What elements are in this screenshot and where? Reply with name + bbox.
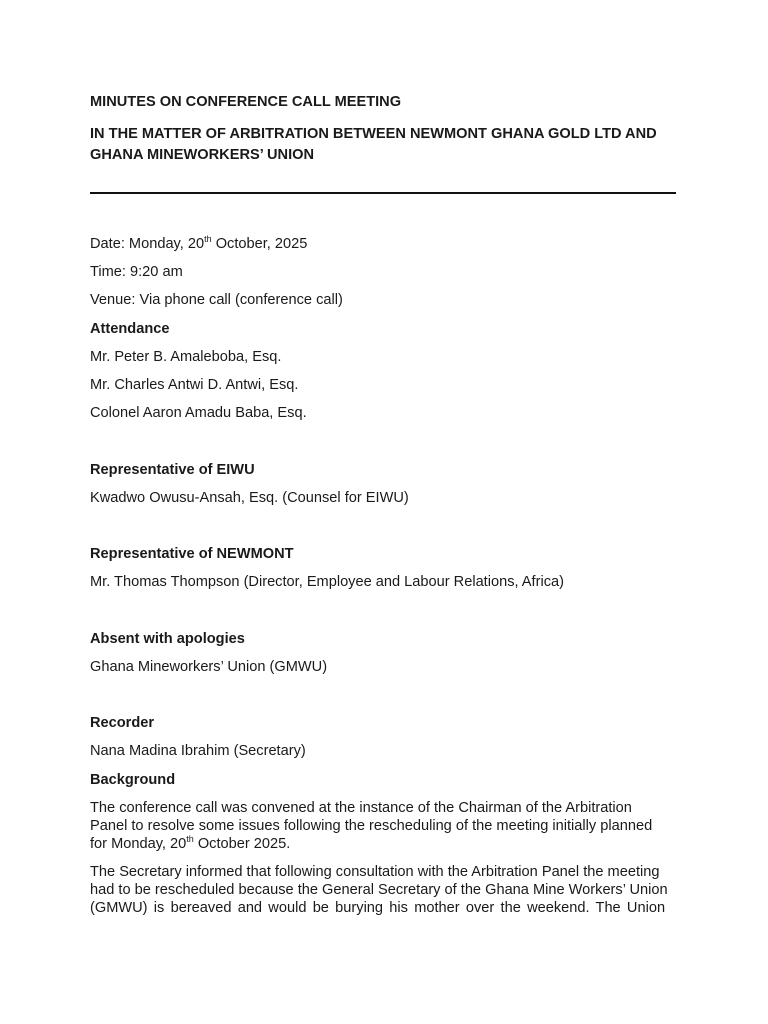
background-para-2-line-3: (GMWU) is bereaved and would be burying his mother over the weekend. The Union [90,900,666,916]
meeting-time: Time: 9:20 am [90,264,183,280]
recorder-name: Nana Madina Ibrahim (Secretary) [90,743,306,759]
document-subtitle-line-1: IN THE MATTER OF ARBITRATION BETWEEN NEWMONT GHANA GOLD LTD AND [90,126,657,142]
newmont-heading: Representative of NEWMONT [90,546,294,562]
background-para-1-line-1: The conference call was convened at the instance of the Chairman of the Arbitration [90,800,632,816]
eiwu-representative: Kwadwo Owusu-Ansah, Esq. (Counsel for EIWU) [90,490,409,506]
title-divider [90,192,676,194]
attendee: Colonel Aaron Amadu Baba, Esq. [90,405,307,421]
meeting-date-prefix: Date: Monday, 20 [90,236,205,252]
background-para-1-line-3-sup: th [186,834,194,845]
attendance-heading: Attendance [90,321,170,337]
background-para-1-line-3 [90,835,290,853]
eiwu-heading: Representative of EIWU [90,462,255,478]
document-title: MINUTES ON CONFERENCE CALL MEETING [90,94,402,110]
meeting-venue: Venue: Via phone call (conference call) [90,292,343,308]
background-para-2-line-2: had to be rescheduled because the General Secretary of the Ghana Mine Workers’ Union [90,882,668,898]
absent-party: Ghana Mineworkers’ Union (GMWU) [90,659,328,675]
meeting-date [90,235,307,253]
absent-heading: Absent with apologies [90,631,245,647]
attendee: Mr. Peter B. Amaleboba, Esq. [90,349,282,365]
recorder-heading: Recorder [90,715,155,731]
meeting-date-sup: th [204,234,212,245]
attendee: Mr. Charles Antwi D. Antwi, Esq. [90,377,299,393]
background-para-1-line-3-suffix: October 2025. [193,836,291,852]
background-para-2-line-1: The Secretary informed that following consultation with the Arbitration Panel the meeting [90,864,660,880]
document-subtitle-line-2: GHANA MINEWORKERS’ UNION [90,147,315,163]
background-heading: Background [90,772,176,788]
background-para-1-line-2: Panel to resolve some issues following the rescheduling of the meeting initially planned [90,818,653,834]
background-para-1-line-3-prefix: for Monday, 20 [90,836,187,852]
meeting-date-suffix: October, 2025 [211,236,308,252]
newmont-representative: Mr. Thomas Thompson (Director, Employee and Labour Relations, Africa) [90,574,564,590]
